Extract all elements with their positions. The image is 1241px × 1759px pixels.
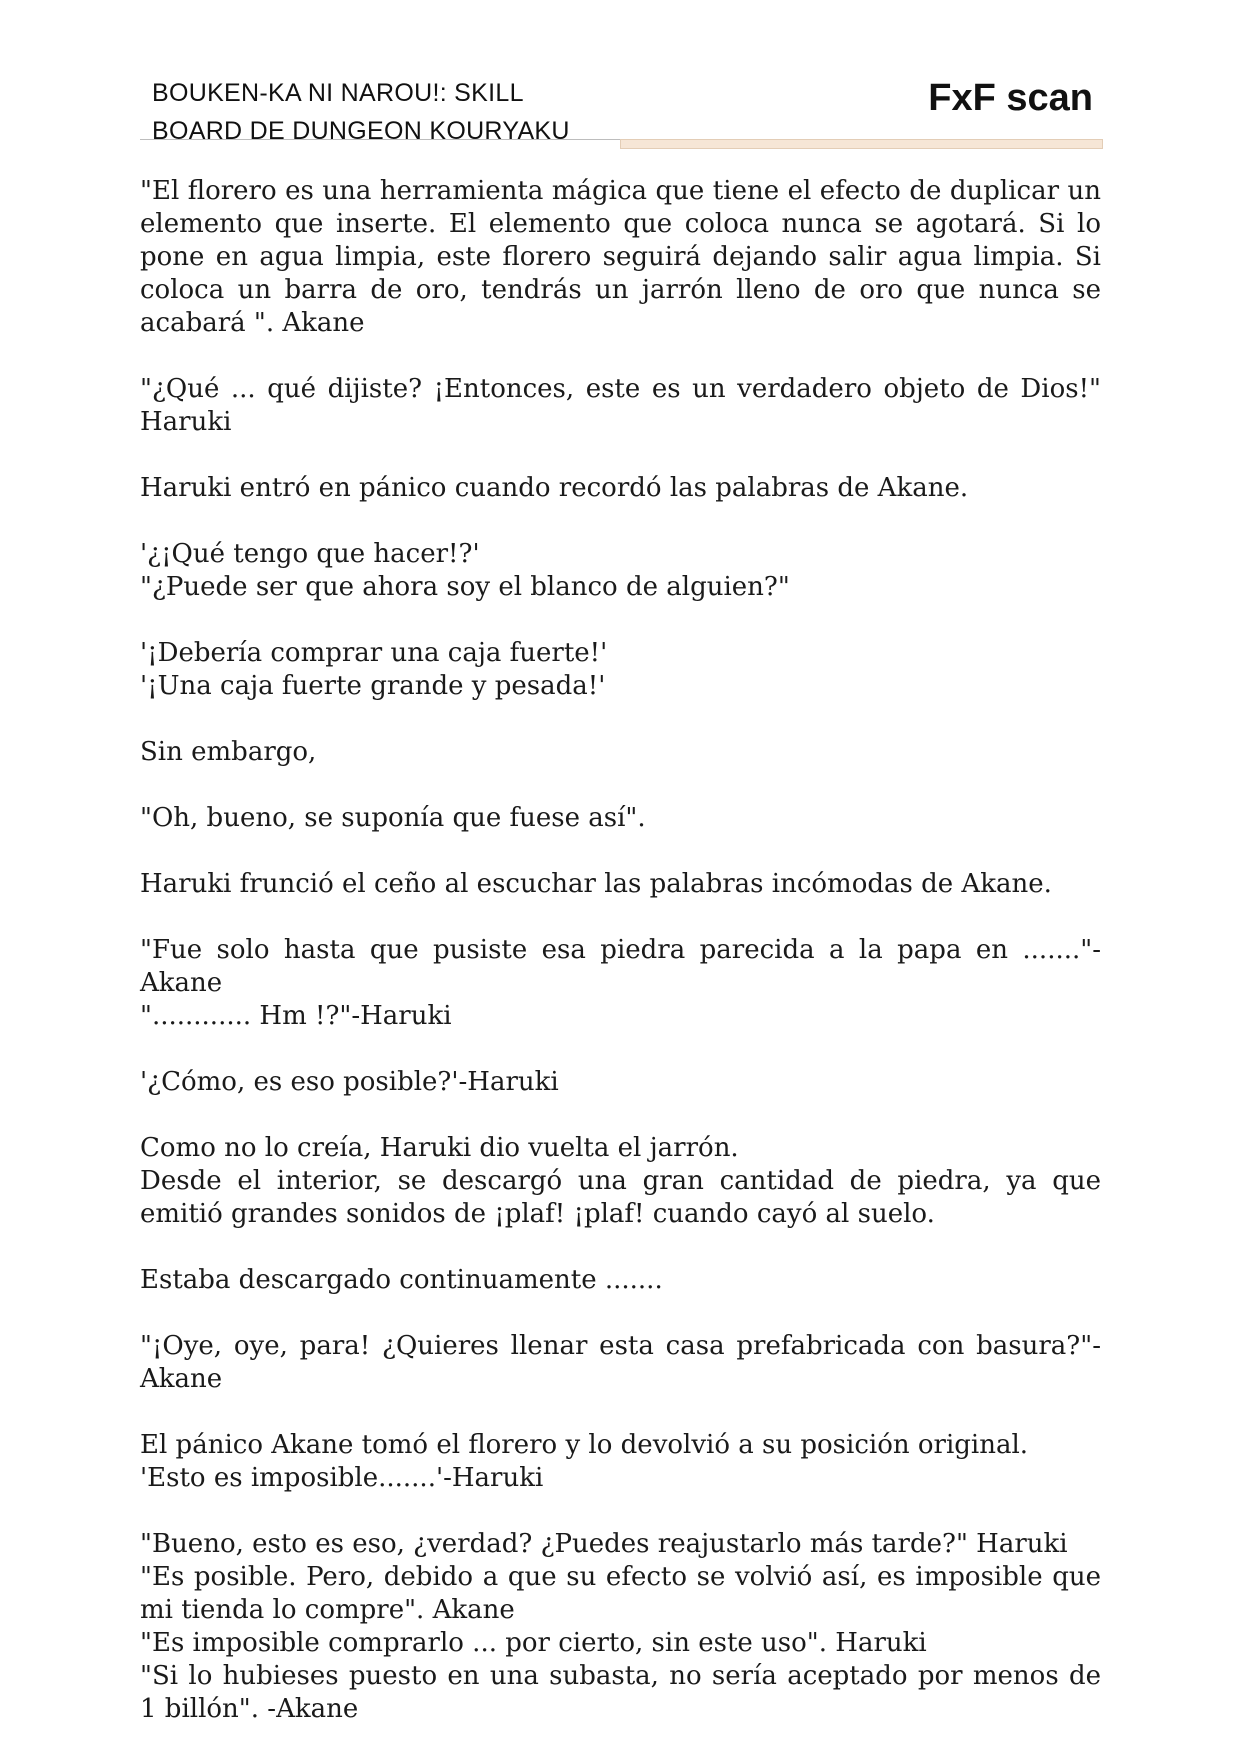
paragraph xyxy=(140,802,1101,835)
paragraph xyxy=(140,1066,1101,1099)
paragraph-line: Desde el interior, se descargó una gran cantidad de piedra, ya que emitió grandes sonidos de ¡plaf! ¡plaf! cuando cayó al suelo. xyxy=(140,1166,1101,1229)
paragraph-line: Como no lo creía, Haruki dio vuelta el jarrón. xyxy=(140,1133,739,1163)
paragraph-line: "Fue solo hasta que pusiste esa piedra parecida a la papa en ......."-Akane xyxy=(140,935,1101,998)
series-title-line-2: BOARD DE DUNGEON KOURYAKU xyxy=(152,117,570,145)
paragraph xyxy=(140,175,1101,340)
header-rule-tan xyxy=(620,139,1103,149)
paragraph-line: "¿Qué ... qué dijiste? ¡Entonces, este es un verdadero objeto de Dios!" Haruki xyxy=(140,374,1101,437)
paragraph xyxy=(140,472,1101,505)
document-body xyxy=(140,175,1101,1759)
paragraph xyxy=(140,637,1101,703)
paragraph-line: Estaba descargado continuamente ....... xyxy=(140,1265,663,1295)
paragraph-line: 'Esto es imposible.......'-Haruki xyxy=(140,1463,544,1493)
paragraph-line: "Oh, bueno, se suponía que fuese así". xyxy=(140,803,646,833)
paragraph xyxy=(140,1429,1101,1495)
paragraph-line: "¿Puede ser que ahora soy el blanco de alguien?" xyxy=(140,572,790,602)
paragraph xyxy=(140,1264,1101,1297)
page-header xyxy=(140,74,1105,154)
paragraph xyxy=(140,736,1101,769)
paragraph-line: "Es imposible comprarlo ... por cierto, sin este uso". Haruki xyxy=(140,1628,927,1658)
paragraph-line: "Es posible. Pero, debido a que su efecto se volvió así, es imposible que mi tienda lo compre". Akane xyxy=(140,1562,1101,1625)
paragraph-line: '¡Debería comprar una caja fuerte!' xyxy=(140,638,608,668)
paragraph-line: "............ Hm !?"-Haruki xyxy=(140,1001,452,1031)
paragraph-line: '¿Cómo, es eso posible?'-Haruki xyxy=(140,1067,559,1097)
paragraph xyxy=(140,868,1101,901)
paragraph-line: "Bueno, esto es eso, ¿verdad? ¿Puedes reajustarlo más tarde?" Haruki xyxy=(140,1529,1068,1559)
paragraph xyxy=(140,1330,1101,1396)
paragraph xyxy=(140,1132,1101,1231)
paragraph-line: '¡Una caja fuerte grande y pesada!' xyxy=(140,671,606,701)
header-rule-gray xyxy=(140,139,620,140)
series-title-line-1: BOUKEN-KA NI NAROU!: SKILL xyxy=(152,79,524,107)
paragraph xyxy=(140,538,1101,604)
paragraph-line: Haruki frunció el ceño al escuchar las palabras incómodas de Akane. xyxy=(140,869,1052,899)
paragraph-line: El pánico Akane tomó el florero y lo devolvió a su posición original. xyxy=(140,1430,1029,1460)
scan-group-brand: FxF scan xyxy=(928,77,1093,119)
paragraph-line: "¡Oye, oye, para! ¿Quieres llenar esta casa prefabricada con basura?"-Akane xyxy=(140,1331,1101,1394)
paragraph xyxy=(140,1528,1101,1726)
paragraph-line: Haruki entró en pánico cuando recordó las palabras de Akane. xyxy=(140,473,969,503)
paragraph xyxy=(140,373,1101,439)
paragraph-line: '¿¡Qué tengo que hacer!?' xyxy=(140,539,480,569)
paragraph xyxy=(140,934,1101,1033)
paragraph-line: Sin embargo, xyxy=(140,737,317,767)
paragraph-line: "Si lo hubieses puesto en una subasta, no sería aceptado por menos de 1 billón". -Akane xyxy=(140,1661,1101,1724)
paragraph-line: "El florero es una herramienta mágica que tiene el efecto de duplicar un elemento que inserte. El elemento que coloca nunca se agotará. Si lo pone en agua limpia, este florero seguirá dejando salir agua limpia. Si coloca un barra de oro, tendrás un jarrón lleno de oro que nunca se acabará ". Akane xyxy=(140,176,1101,338)
